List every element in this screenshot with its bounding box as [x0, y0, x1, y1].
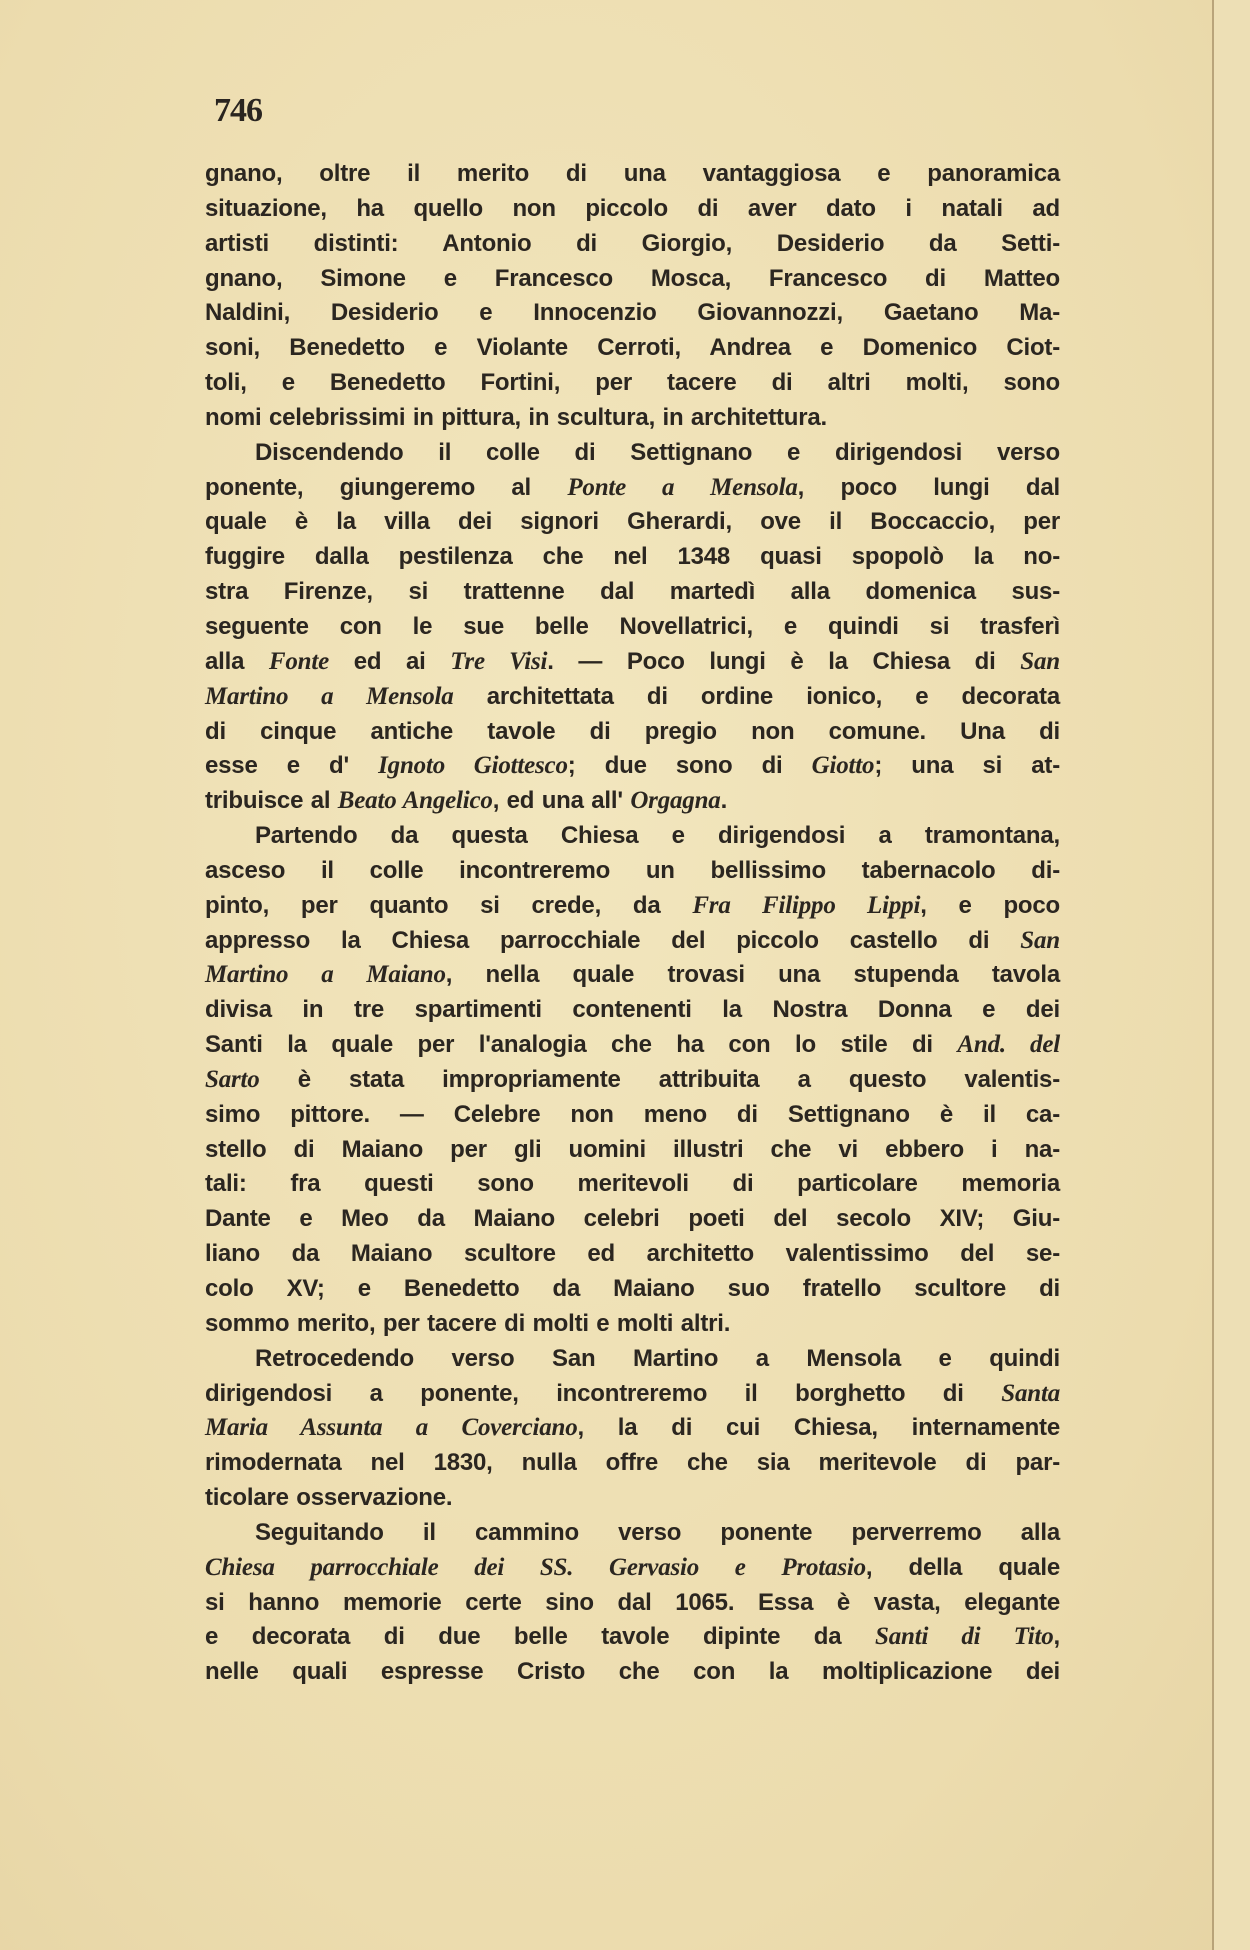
text-segment: ponente, giungeremo al [205, 473, 568, 501]
text-segment: nomi celebrissimi in pittura, in scultura, in architettura. [205, 403, 828, 431]
text-segment: artisti distinti: Antonio di Giorgio, Desiderio da Setti- [205, 229, 1060, 257]
text-segment: divisa in tre spartimenti contenenti la Nostra Donna e dei [205, 996, 1060, 1024]
text-segment: quale è la villa dei signori Gherardi, ove il Boccaccio, per [205, 508, 1060, 536]
italic-text: Santi di Tito [875, 1623, 1054, 1651]
text-line [205, 1411, 1060, 1446]
italic-text: Tre Visi [450, 647, 548, 675]
text-segment: architettata di ordine ionico, e decorata [453, 682, 1060, 710]
text-segment: Discendendo il colle di Settignano e dirigendosi verso [255, 438, 1060, 466]
text-segment: sommo merito, per tacere di molti e molti altri. [205, 1309, 731, 1337]
text-line [205, 192, 1060, 227]
text-line [205, 1377, 1060, 1412]
text-segment: Retrocedendo verso San Martino a Mensola e quindi [255, 1344, 1060, 1372]
text-segment: simo pittore. — Celebre non meno di Settignano è il ca- [205, 1100, 1060, 1128]
text-line [205, 993, 1060, 1028]
italic-text: San [1020, 647, 1060, 675]
text-line [205, 401, 1060, 436]
text-segment: ed ai [329, 647, 451, 675]
text-segment: stra Firenze, si trattenne dal martedì alla domenica sus- [205, 578, 1060, 606]
text-segment: liano da Maiano scultore ed architetto valentissimo del se- [205, 1240, 1060, 1268]
italic-text: Giotto [811, 752, 875, 780]
italic-text: Santa [1001, 1379, 1060, 1407]
text-line [205, 505, 1060, 540]
text-line [205, 889, 1060, 924]
text-segment: seguente con le sue belle Novellatrici, e quindi si trasferì [205, 612, 1060, 640]
text-line [205, 749, 1060, 784]
page-fold-line [1212, 0, 1214, 1950]
text-segment: di cinque antiche tavole di pregio non comune. Una di [205, 717, 1060, 745]
text-line [205, 715, 1060, 750]
text-segment: alla [205, 647, 269, 675]
text-segment: tali: fra questi sono meritevoli di particolare memoria [205, 1170, 1060, 1198]
text-segment: Santi la quale per l'analogia che ha con lo stile di [205, 1031, 958, 1059]
text-segment: situazione, ha quello non piccolo di aver dato i natali ad [205, 194, 1060, 222]
italic-text: San [1020, 926, 1060, 954]
text-line [205, 227, 1060, 262]
text-segment: ; una si at- [874, 752, 1060, 780]
text-segment: pinto, per quanto si crede, da [205, 891, 693, 919]
text-segment: tribuisce al [205, 787, 338, 815]
text-line [205, 1098, 1060, 1133]
text-line [205, 157, 1060, 192]
text-line [205, 540, 1060, 575]
text-segment: , la di cui Chiesa, internamente [577, 1414, 1060, 1442]
text-line [205, 1586, 1060, 1621]
text-segment: toli, e Benedetto Fortini, per tacere di altri molti, sono [205, 369, 1060, 397]
text-line [205, 1063, 1060, 1098]
text-line [205, 958, 1060, 993]
text-segment: si hanno memorie certe sino dal 1065. Essa è vasta, elegante [205, 1588, 1060, 1616]
text-line [205, 575, 1060, 610]
text-line [205, 924, 1060, 959]
italic-text: Fonte [268, 647, 330, 675]
text-segment: gnano, Simone e Francesco Mosca, Francesco di Matteo [205, 264, 1060, 292]
page-number: 746 [214, 92, 262, 129]
text-line [205, 1655, 1060, 1690]
text-line [205, 366, 1060, 401]
text-line [205, 819, 1060, 854]
text-segment: , nella quale trovasi una stupenda tavola [445, 961, 1060, 989]
next-page-edge [1214, 0, 1250, 1950]
text-segment: , poco lungi dal [797, 473, 1061, 501]
italic-text: Chiesa parrocchiale dei SS. Gervasio e Protasio [205, 1553, 866, 1581]
text-line [205, 1551, 1060, 1586]
text-line [205, 854, 1060, 889]
text-line [205, 1133, 1060, 1168]
text-line [205, 1481, 1060, 1516]
text-segment: dirigendosi a ponente, incontreremo il borghetto di [205, 1379, 1002, 1407]
text-line [205, 1342, 1060, 1377]
text-line [205, 1307, 1060, 1342]
text-segment: esse e d' [205, 752, 379, 780]
text-segment: nelle quali espresse Cristo che con la moltiplicazione dei [205, 1658, 1060, 1686]
text-line [205, 296, 1060, 331]
text-line [205, 1516, 1060, 1551]
text-line [205, 680, 1060, 715]
text-line [205, 784, 1060, 819]
text-segment: Partendo da questa Chiesa e dirigendosi a tramontana, [255, 822, 1060, 850]
text-segment: , e poco [920, 891, 1060, 919]
italic-text: Ponte a Mensola [567, 473, 798, 501]
italic-text: Martino a Maiano [205, 961, 446, 989]
text-segment: , ed una all' [492, 787, 631, 815]
text-segment: colo XV; e Benedetto da Maiano suo fratello scultore di [205, 1275, 1060, 1302]
text-segment: è stata impropriamente attribuita a questo valentis- [259, 1065, 1060, 1093]
text-line [205, 436, 1060, 471]
italic-text: Fra Filippo Lippi [692, 891, 921, 919]
italic-text: Beato Angelico [337, 787, 493, 815]
text-line [205, 262, 1060, 297]
text-segment: , della quale [865, 1553, 1060, 1581]
text-line [205, 471, 1060, 506]
text-segment: soni, Benedetto e Violante Cerroti, Andrea e Domenico Ciot- [205, 334, 1060, 362]
italic-text: Orgagna [630, 787, 721, 815]
text-line [205, 331, 1060, 366]
text-line [205, 1167, 1060, 1202]
italic-text: Ignoto Giottesco [378, 752, 568, 780]
text-line [205, 1272, 1060, 1307]
text-segment: gnano, oltre il merito di una vantaggiosa e panoramica [205, 160, 1060, 187]
text-segment: appresso la Chiesa parrocchiale del piccolo castello di [205, 926, 1021, 954]
text-segment: asceso il colle incontreremo un bellissimo tabernacolo di- [205, 856, 1060, 884]
italic-text: Sarto [205, 1065, 260, 1093]
body-text [205, 157, 1060, 1690]
italic-text: And. del [957, 1031, 1060, 1059]
text-segment: Dante e Meo da Maiano celebri poeti del secolo XIV; Giu- [205, 1205, 1060, 1233]
text-segment: stello di Maiano per gli uomini illustri che vi ebbero i na- [205, 1135, 1060, 1163]
text-segment: , [1053, 1623, 1060, 1651]
text-line [205, 610, 1060, 645]
text-line [205, 1028, 1060, 1063]
text-segment: rimodernata nel 1830, nulla offre che sia meritevole di par- [205, 1449, 1060, 1477]
italic-text: Martino a Mensola [205, 682, 454, 710]
text-line [205, 1202, 1060, 1237]
text-line [205, 1446, 1060, 1481]
text-segment: ticolare osservazione. [205, 1484, 453, 1512]
text-segment: . [720, 787, 728, 815]
text-segment: Seguitando il cammino verso ponente perverremo alla [255, 1518, 1060, 1546]
text-line [205, 1237, 1060, 1272]
text-segment: e decorata di due belle tavole dipinte da [205, 1623, 875, 1651]
text-segment: fuggire dalla pestilenza che nel 1348 quasi spopolò la no- [205, 543, 1060, 571]
text-segment: ; due sono di [567, 752, 812, 780]
text-segment: Naldini, Desiderio e Innocenzio Giovannozzi, Gaetano Ma- [205, 299, 1060, 327]
text-line [205, 1620, 1060, 1655]
text-line [205, 645, 1060, 680]
italic-text: Maria Assunta a Coverciano [205, 1414, 578, 1442]
text-segment: . — Poco lungi è la Chiesa di [547, 647, 1021, 675]
